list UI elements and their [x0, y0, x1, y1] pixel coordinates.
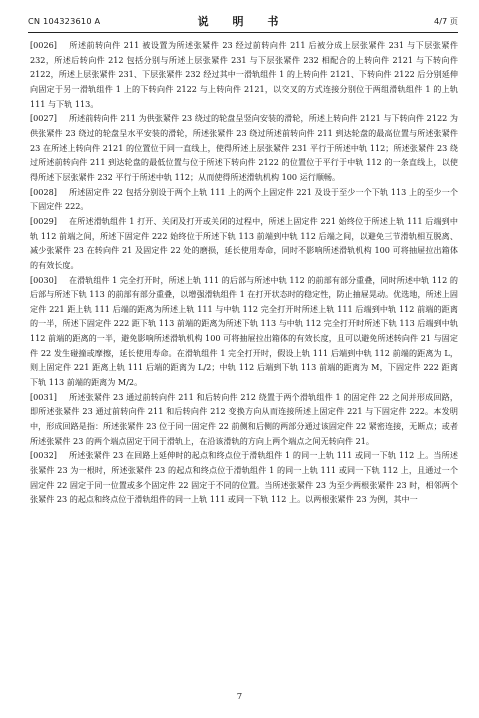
- paragraph-text: 在滑轨组件 1 完全打开时，所述上轨 111 的后部与所述中轨 112 的前部有部分重叠，同时所述中轨 112 的后部与所述下轨 113 的前部有部分重叠，以增强滑轨组件 1 在打开状态时的稳定性，防止抽屉晃动。优选地，所述上固定件 221 距上轨 111 后端的距离为所述上轨 111 与中轨 112 完全打开时所述上轨 111 后端到中轨 112 前端的距离的一半，所述下固定件 222 距下轨 113 前端的距离为所述下轨 113 与中轨 112 完全打开时所述下轨 113 后端到中轨 112 前端的距离的一半，避免影响所述滑轨机构 100 可将抽屉拉出箱体的有效长度，且可以避免所述转向件 21 与固定件 22 发生碰撞或摩擦，延长使用寿命。在滑轨组件 1 完全打开时，假设上轨 111 后端到中轨 112 前端的距离为 L，则上固定件 221 距离上轨 111 后端的距离为 L/2；中轨 112 后端到下轨 113 前端的距离为 M，下固定件 222 距离下轨 113 前端的距离为 M/2。: [30, 274, 458, 388]
- document-number: CN 104323610 A: [28, 16, 101, 26]
- paragraph-number: [0032]: [30, 450, 57, 461]
- header-divider: [28, 32, 458, 33]
- description-body: [30, 38, 458, 507]
- paragraph-number: [0031]: [30, 391, 57, 402]
- paragraph-number: [0029]: [30, 215, 57, 226]
- paragraph-0029: [30, 214, 458, 273]
- paragraph-text: 在所述滑轨组件 1 打开、关闭及打开或关闭的过程中，所述上固定件 221 始终位于所述上轨 111 后端到中轨 112 前端之间，所述下固定件 222 始终位于所述下轨 113 前端到中轨 112 后端之间，以避免三节滑轨相互脱离、减少张紧件 23 在转向件 21 及固定件 22 处的磨损，延长使用寿命，同时不影响所述滑轨机构 100 可将抽屉拉出箱体的有效长度。: [30, 215, 458, 270]
- paragraph-0031: [30, 390, 458, 449]
- paragraph-0027: [30, 111, 458, 184]
- page-indicator: 4/7 页: [434, 16, 458, 26]
- paragraph-text: 所述张紧件 23 通过前转向件 211 和后转向件 212 绕置于两个滑轨组件 1 的固定件 22 之间并形成回路，即所述张紧件 23 通过前转向件 211 和后转向件 212 变换方向从而连接所述上固定件 221 与下固定件 222。本发明中，形成回路是指：所述张紧件 23 位于同一固定件 22 前侧和后侧的两部分通过该固定件 22 紧密连接，无断点；或者所述张紧件 23 的两个端点固定于同于滑轨上，在沿该滑轨的方向上两个端点之间无转向件 21。: [30, 391, 458, 446]
- document-title: 说 明 书: [197, 15, 289, 28]
- page-number: 7: [236, 692, 243, 702]
- paragraph-0028: [30, 185, 458, 214]
- paragraph-text: 所述前转向件 211 被设置为所述张紧件 23 经过前转向件 211 后被分成上层张紧件 231 与下层张紧件 232，所述后转向件 212 包括分别与所述上层张紧件 231 与下层张紧件 232 相配合的上转向件 2121 与下转向件 2122，所述上层张紧件 231、下层张紧件 232 经过其中一滑轨组件 1 的上转向件 2121、下转向件 2122 后分别延伸向固定于另一滑轨组件 1 上的下转向件 2122 与上转向件 2121，以交叉的方式连接分别位于两组滑轨组件 1 的上轨 111 与下轨 113。: [30, 40, 458, 109]
- page-footer: [0, 692, 479, 702]
- paragraph-number: [0030]: [30, 274, 57, 285]
- paragraph-0032: [30, 448, 458, 507]
- paragraph-number: [0026]: [30, 40, 57, 50]
- paragraph-0026: [30, 38, 458, 111]
- page-header: [28, 12, 458, 34]
- paragraph-text: 所述固定件 22 包括分别设于两个上轨 111 上的两个上固定件 221 及设于至少一个下轨 113 上的至少一个下固定件 222。: [30, 186, 458, 212]
- paragraph-text: 所述张紧件 23 在回路上延伸时的起点和终点位于滑轨组件 1 的同一上轨 111 或同一下轨 112 上。当所述张紧件 23 为一根时，所述张紧件 23 的起点和终点位于滑轨组件 1 的同一上轨 111 或同一下轨 112 上，且通过一个固定件 22 固定于同一位置或多个固定件 22 固定于不同的位置。当所述张紧件 23 为至少两根张紧件 23 时，相邻两个张紧件 23 的起点和终点位于滑轨组件的同一上轨 111 或同一下轨 112 上。以两根张紧件 23 为例，其中一: [30, 450, 458, 505]
- paragraph-text: 所述前转向件 211 为供张紧件 23 绕过的轮盘呈竖向安装的滑轮，所述上转向件 2121 与下转向件 2122 为供张紧件 23 绕过的轮盘呈水平安装的滑轮，所述张紧件 23 绕过所述前转向件 211 到达轮盘的最高位置与所述张紧件 23 在所述上转向件 2121 的位置位于同一直线上，使得所述上层张紧件 231 平行于所述中轨 112；所述张紧件 23 绕过所述前转向件 211 到达轮盘的最低位置与位于所述下转向件 2122 的位置位于平行于中轨 112 的一条直线上，以使得所述下层张紧件 232 平行于所述中轨 112；从而使得所述滑轨机构 100 运行顺畅。: [30, 113, 458, 182]
- paragraph-number: [0027]: [30, 113, 57, 124]
- paragraph-0030: [30, 273, 458, 390]
- paragraph-number: [0028]: [30, 186, 57, 197]
